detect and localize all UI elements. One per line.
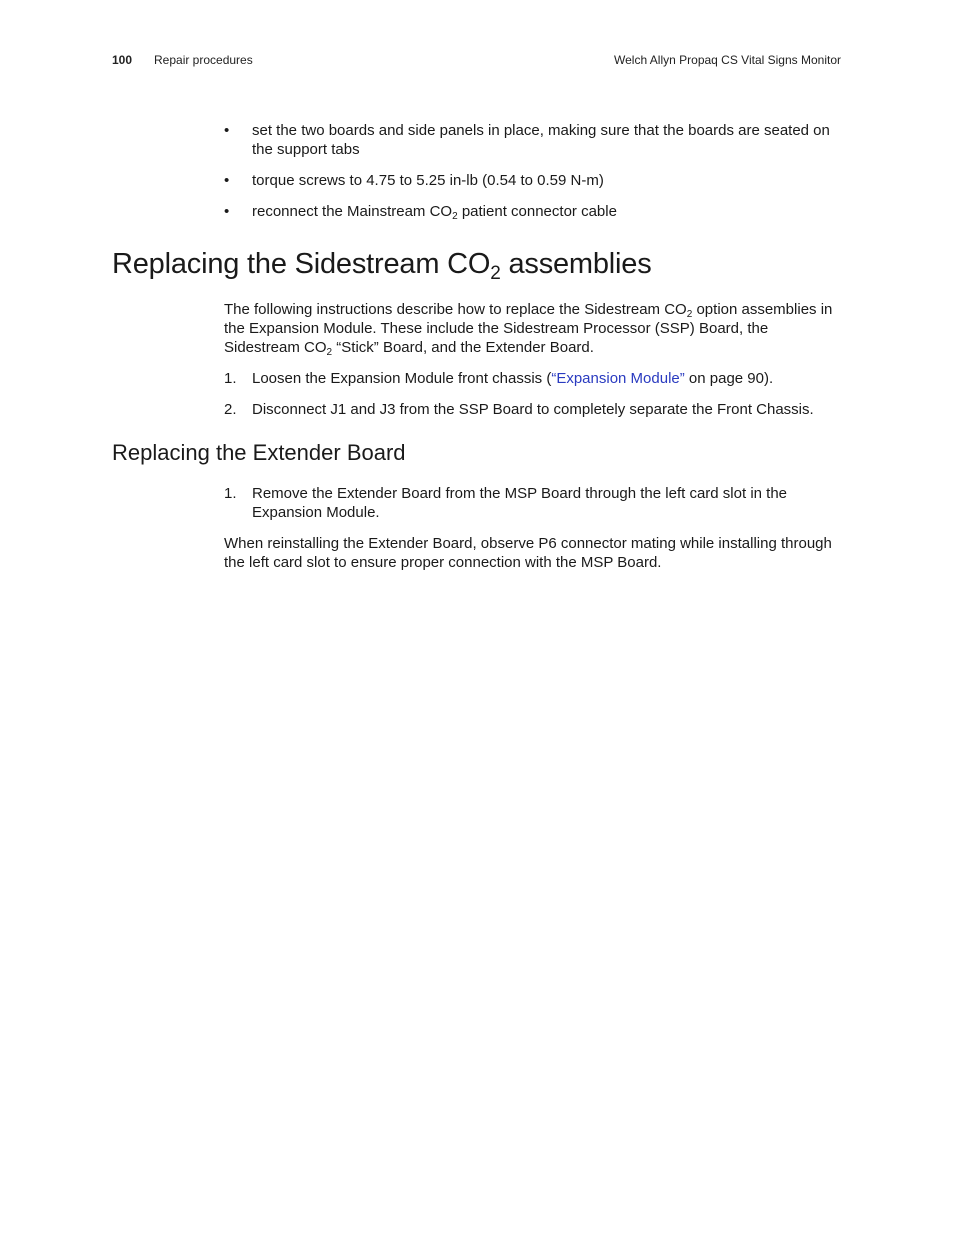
heading-text-before: Replacing the Sidestream CO bbox=[112, 248, 491, 280]
step-item bbox=[224, 400, 844, 419]
reinstall-note-paragraph: When reinstalling the Extender Board, observe P6 connector mating while installing through the left card slot to ensure proper connection with the MSP Board. bbox=[224, 535, 832, 571]
step-text: Remove the Extender Board from the MSP Board through the left card slot in the Expansion Module. bbox=[252, 485, 788, 521]
header-section-name: Repair procedures bbox=[154, 53, 253, 67]
step-item bbox=[224, 369, 844, 388]
section-heading-extender-board: Replacing the Extender Board bbox=[112, 440, 406, 465]
bullet-icon: • bbox=[224, 122, 230, 139]
intro-part-3: “Stick” Board, and the Extender Board. bbox=[332, 339, 594, 356]
subscript: 2 bbox=[452, 211, 458, 222]
intro-part-2: option assemblies in the Expansion Module. These include the Sidestream Processor (SSP) Board, the Sidestream CO bbox=[224, 301, 833, 356]
intro-part-1: The following instructions describe how to replace the Sidestream CO bbox=[224, 301, 687, 318]
expansion-module-link[interactable]: “Expansion Module” bbox=[551, 370, 685, 387]
step-item bbox=[224, 484, 844, 522]
section-heading-sidestream bbox=[112, 248, 652, 284]
header-document-title: Welch Allyn Propaq CS Vital Signs Monitor bbox=[614, 53, 841, 67]
step-text-before: Loosen the Expansion Module front chassis ( bbox=[252, 370, 552, 387]
subscript: 2 bbox=[326, 347, 333, 358]
bullet-text: set the two boards and side panels in place, making sure that the boards are seated on the support tabs bbox=[252, 122, 830, 158]
subscript: 2 bbox=[686, 309, 693, 320]
bullet-item bbox=[224, 202, 844, 221]
bullet-text: torque screws to 4.75 to 5.25 in-lb (0.54 to 0.59 N-m) bbox=[252, 172, 604, 189]
heading-text-after: assemblies bbox=[500, 248, 652, 280]
step-number: 2. bbox=[224, 401, 237, 418]
bullet-icon: • bbox=[224, 172, 230, 189]
intro-paragraph bbox=[224, 300, 844, 357]
bullet-item bbox=[224, 121, 844, 159]
subscript: 2 bbox=[490, 263, 501, 284]
step-text: Disconnect J1 and J3 from the SSP Board to completely separate the Front Chassis. bbox=[252, 401, 814, 418]
bullet-item bbox=[224, 171, 844, 190]
step-text-after: on page 90). bbox=[684, 370, 774, 387]
bullet-icon: • bbox=[224, 203, 230, 220]
step-number: 1. bbox=[224, 485, 237, 502]
page-header bbox=[112, 52, 841, 70]
bullet-text-before: reconnect the Mainstream CO bbox=[252, 203, 453, 220]
page-number: 100 bbox=[112, 53, 133, 67]
bullet-list bbox=[224, 121, 844, 233]
bullet-text bbox=[252, 203, 617, 220]
step-number: 1. bbox=[224, 370, 237, 387]
bullet-text-after: patient connector cable bbox=[457, 203, 617, 220]
